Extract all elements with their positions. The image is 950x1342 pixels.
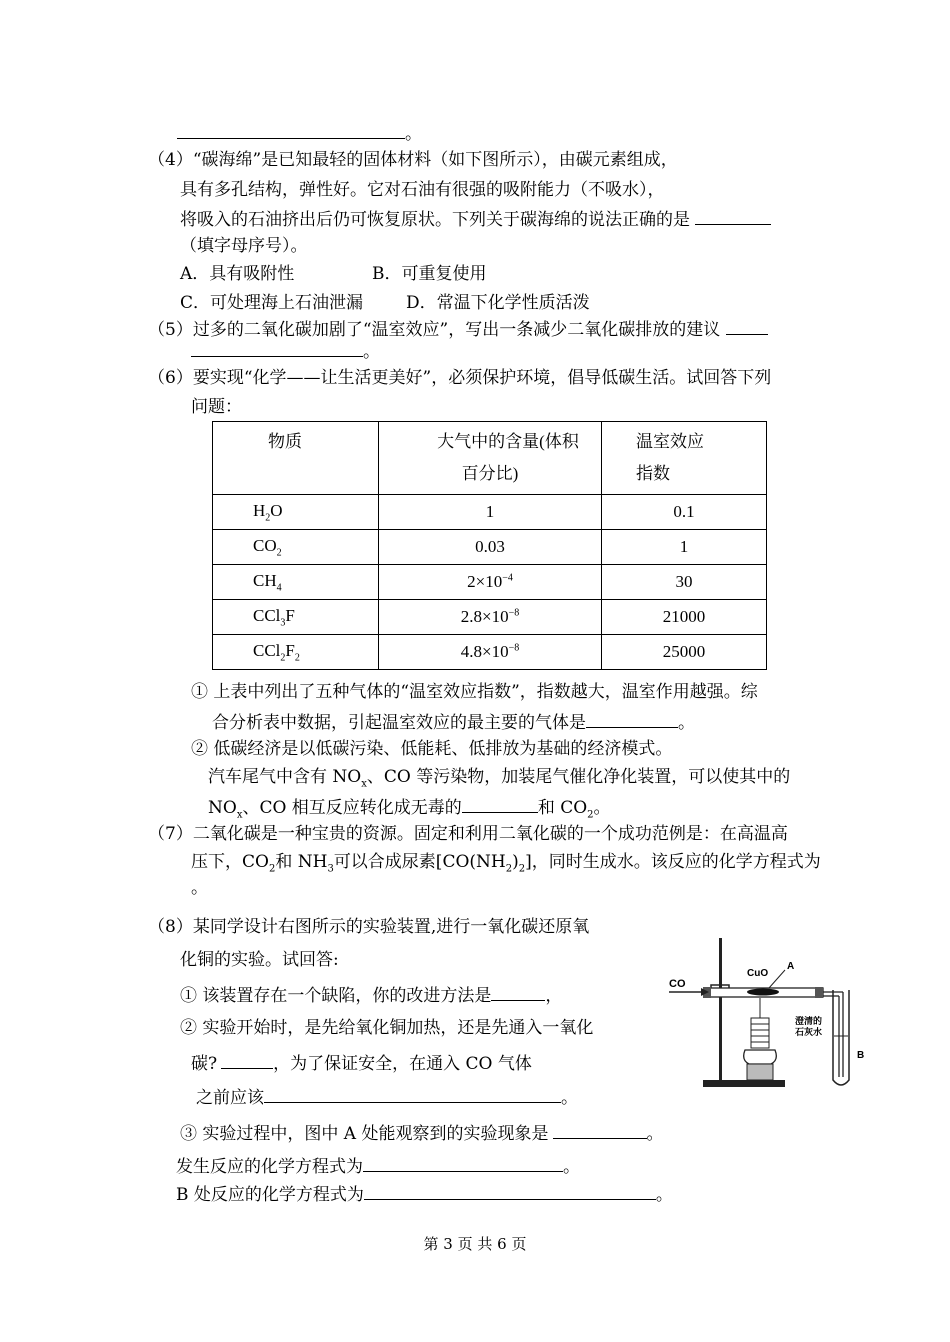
content-cell: 0.03 [379, 530, 602, 565]
index-cell: 21000 [602, 600, 767, 635]
q8-sub2-line-3: 之前应该 。 [196, 1088, 578, 1108]
stopper-right [815, 987, 823, 998]
q4-option-c: C．可处理海上石油泄漏 [180, 293, 364, 313]
q4-option-d: D．常温下化学性质活泼 [406, 293, 590, 313]
q4-line-3: 将吸入的石油挤出后仍可恢复原状。下列关于碳海绵的说法正确的是 [180, 208, 771, 230]
content-cell: $2\times 10^{-4}$ [379, 565, 602, 600]
content-cell: $2.8\times 10^{-8}$ [379, 600, 602, 635]
q8-sub1-answer-blank[interactable] [491, 984, 545, 1001]
header-content: 大气中的含量(体积 百分比) [379, 422, 602, 495]
answer-blank[interactable] [177, 122, 405, 139]
q4-line-1: （4）“碳海绵”是已知最轻的固体材料（如下图所示），由碳元素组成， [148, 150, 678, 170]
table-header-row [213, 422, 767, 495]
q6-sub1-line-1: ① 上表中列出了五种气体的“温室效应指数”，指数越大，温室作用越强。综 [191, 682, 758, 702]
label-limewater-2: 石灰水 [795, 1027, 823, 1037]
substance-cell: CCl$_3$F [213, 600, 379, 635]
q8-equation-2: B 处反应的化学方程式为 。 [176, 1185, 673, 1205]
table-row [213, 565, 767, 600]
label-a: A [787, 961, 795, 972]
cuo-powder [747, 989, 779, 996]
table-row [213, 530, 767, 565]
q5-answer-blank-1[interactable] [726, 318, 768, 335]
q3-answer-line: 。 [177, 122, 422, 144]
substance-cell: $H_2O$ [213, 495, 379, 530]
q5-line-2: 。 [191, 340, 380, 362]
content-cell: $4.8\times 10^{-8}$ [379, 635, 602, 670]
index-cell: 25000 [602, 635, 767, 670]
q5-line-1: （5）过多的二氧化碳加剧了“温室效应”，写出一条减少二氧化碳排放的建议 [148, 318, 768, 340]
q8-sub2-answer-blank[interactable] [221, 1052, 273, 1069]
alcohol-lamp [744, 1050, 777, 1064]
label-cuo: CuO [747, 968, 769, 979]
index-cell: 1 [602, 530, 767, 565]
q6-line-2: 问题： [191, 397, 242, 417]
co-reduction-apparatus-figure [665, 932, 880, 1092]
stand-base [703, 1080, 785, 1087]
q8-sub2-line-2: 碳? ，为了保证安全，在通入 CO 气体 [191, 1054, 532, 1074]
q7-line-2: 压下，$CO_2$和 $NH_3$可以合成尿素$[CO(NH_2)_2]$，同时生成水。该反应的化学方程式为 [191, 852, 821, 875]
q8-line-1: （8）某同学设计右图所示的实验装置,进行一氧化碳还原氧 [148, 917, 590, 937]
q8-sub1: ① 该装置存在一个缺陷，你的改进方法是 ， [180, 986, 563, 1006]
substance-cell: $CO_2$ [213, 530, 379, 565]
wire-mesh [751, 1018, 769, 1048]
q6-sub2-answer-blank[interactable] [462, 796, 538, 813]
q6-sub2-line-2: 汽车尾气中含有 $NO_x$、CO 等污染物，加装尾气催化净化装置，可以使其中的 [208, 767, 791, 790]
lamp-block [747, 1064, 773, 1080]
label-b: B [857, 1050, 865, 1061]
stand-rod [719, 938, 722, 1080]
substance-cell: $CCl_2F_2$ [213, 635, 379, 670]
q8-eq2-answer-blank[interactable] [364, 1183, 656, 1200]
q8-sub2-line-1: ② 实验开始时，是先给氧化铜加热，还是先通入一氧化 [180, 1018, 594, 1038]
table-row [213, 635, 767, 670]
greenhouse-gas-table [212, 421, 767, 670]
q4-line-4: （填字母序号）。 [180, 236, 308, 256]
header-index: 温室效应 指数 [602, 422, 767, 495]
test-tube-b [833, 990, 849, 1085]
q8-sub2-answer-blank-2[interactable] [264, 1086, 561, 1103]
label-limewater-1: 澄清的 [795, 1016, 823, 1026]
pointer-a [769, 970, 785, 988]
q7-line-3: 。 [191, 878, 208, 898]
q4-answer-blank[interactable] [695, 208, 771, 225]
index-cell: 0.1 [602, 495, 767, 530]
header-substance: 物质 [213, 422, 379, 495]
table-row [213, 495, 767, 530]
q4-option-b: B．可重复使用 [372, 264, 487, 284]
page-footer: 第 3 页 共 6 页 [423, 1235, 527, 1253]
q4-option-a: A．具有吸附性 [180, 264, 295, 284]
q8-line-2: 化铜的实验。试回答: [180, 950, 339, 970]
label-co: CO [669, 978, 686, 990]
content-cell: 1 [379, 495, 602, 530]
q4-line-2: 具有多孔结构，弹性好。它对石油有很强的吸附能力（不吸水）， [180, 180, 665, 200]
q5-answer-blank-2[interactable] [191, 340, 363, 357]
q8-sub3: ③ 实验过程中，图中 A 处能观察到的实验现象是 。 [180, 1124, 664, 1144]
table-row [213, 600, 767, 635]
q6-sub1-answer-blank[interactable] [586, 711, 678, 728]
q6-sub1-line-2: 合分析表中数据，引起温室效应的最主要的气体是 。 [212, 713, 695, 733]
substance-cell: $CH_4$ [213, 565, 379, 600]
q6-line-1: （6）要实现“化学——让生活更美好”，必须保护环境，倡导低碳生活。试回答下列 [148, 368, 772, 388]
q7-line-1: （7）二氧化碳是一种宝贵的资源。固定和利用二氧化碳的一个成功范例是：在高温高 [148, 824, 788, 844]
q6-sub2-line-1: ② 低碳经济是以低碳污染、低能耗、低排放为基础的经济模式。 [191, 739, 673, 759]
q6-sub2-line-3: $NO_x$、CO 相互反应转化成无毒的 和 $CO_2$。 [208, 798, 611, 821]
q8-eq1-answer-blank[interactable] [363, 1155, 563, 1172]
q8-equation-1: 发生反应的化学方程式为 。 [176, 1157, 580, 1177]
q8-sub3-answer-blank[interactable] [553, 1122, 647, 1139]
index-cell: 30 [602, 565, 767, 600]
